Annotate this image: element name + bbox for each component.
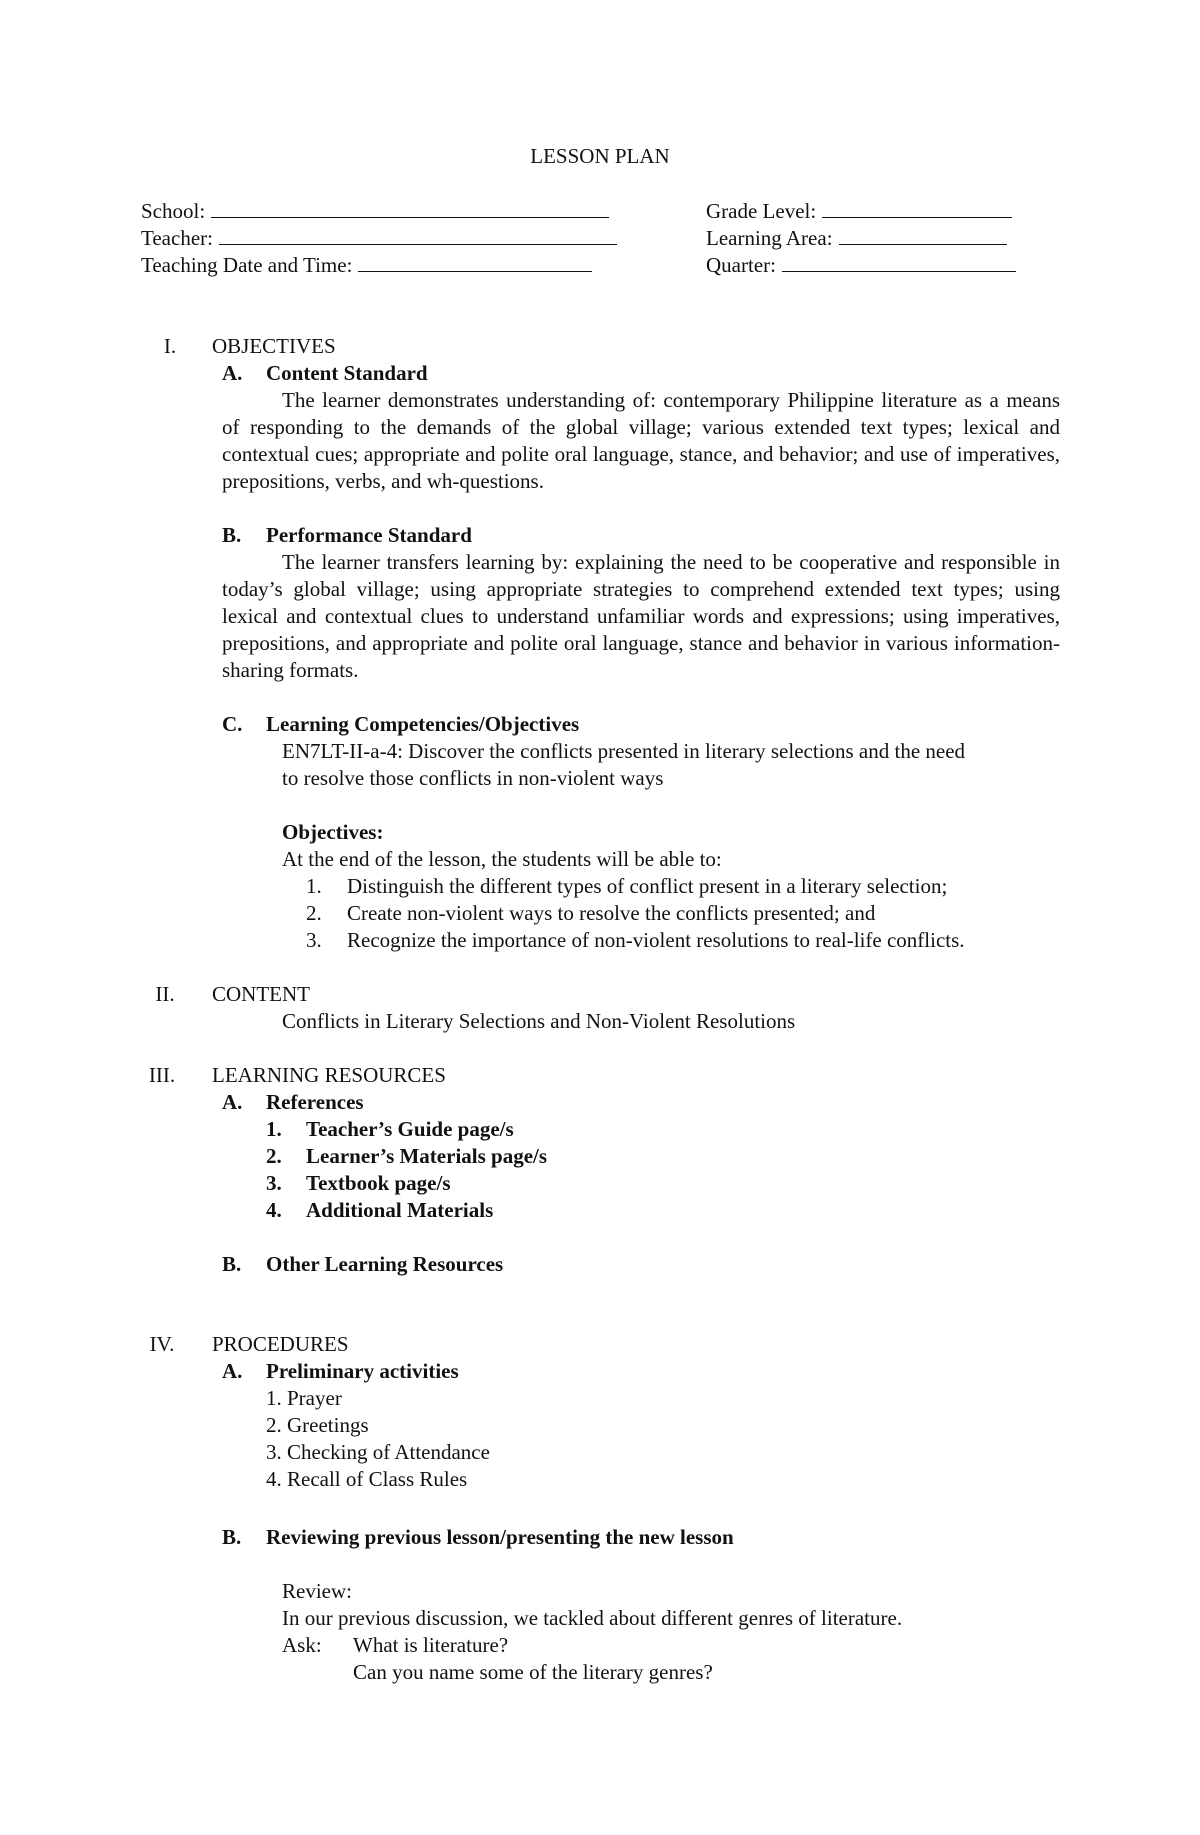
date-time-field xyxy=(141,251,592,279)
objective-2-number: 2. xyxy=(306,901,322,925)
school-label: School: xyxy=(141,199,206,223)
subsection-1c-heading: Learning Competencies/Objectives xyxy=(266,712,580,736)
section-2-heading: CONTENT xyxy=(212,982,310,1006)
objective-1-text: Distinguish the different types of conflict present in a literary selection; xyxy=(347,874,948,898)
objective-1-number: 1. xyxy=(306,874,322,898)
subsection-1b-heading: Performance Standard xyxy=(266,523,472,547)
content-text: Conflicts in Literary Selections and Non-Violent Resolutions xyxy=(282,1009,796,1033)
reference-3-number: 3. xyxy=(266,1171,282,1195)
prelim-item-3: 3. Checking of Attendance xyxy=(266,1440,490,1464)
competency-line-2: to resolve those conflicts in non-violent ways xyxy=(282,766,664,790)
subsection-1a-heading: Content Standard xyxy=(266,361,428,385)
section-3-numeral: III. xyxy=(148,1063,176,1087)
reference-2-text: Learner’s Materials page/s xyxy=(306,1144,548,1168)
prelim-item-2: 2. Greetings xyxy=(266,1413,369,1437)
reference-1-number: 1. xyxy=(266,1117,282,1141)
quarter-blank xyxy=(782,251,1016,272)
review-text: In our previous discussion, we tackled about different genres of literature. xyxy=(282,1606,903,1630)
objective-3-number: 3. xyxy=(306,928,322,952)
teacher-field xyxy=(141,224,617,252)
subsection-4b-letter: B. xyxy=(222,1525,242,1549)
grade-level-field xyxy=(706,197,1012,225)
teacher-label: Teacher: xyxy=(141,226,213,250)
reference-4-number: 4. xyxy=(266,1198,282,1222)
section-1-numeral: I. xyxy=(163,334,177,358)
page-title: LESSON PLAN xyxy=(530,144,670,168)
grade-level-label: Grade Level: xyxy=(706,199,817,223)
section-4-heading: PROCEDURES xyxy=(212,1332,349,1356)
ask-label: Ask: xyxy=(282,1633,322,1657)
subsection-1b-letter: B. xyxy=(222,523,242,547)
quarter-field xyxy=(706,251,1016,279)
reference-4-text: Additional Materials xyxy=(306,1198,494,1222)
ask-question-2: Can you name some of the literary genres? xyxy=(353,1660,713,1684)
subsection-4a-letter: A. xyxy=(222,1359,243,1383)
school-field xyxy=(141,197,609,225)
prelim-item-4: 4. Recall of Class Rules xyxy=(266,1467,468,1491)
subsection-3b-heading: Other Learning Resources xyxy=(266,1252,504,1276)
subsection-4a-heading: Preliminary activities xyxy=(266,1359,459,1383)
ask-question-1: What is literature? xyxy=(353,1633,509,1657)
subsection-3a-letter: A. xyxy=(222,1090,243,1114)
subsection-3a-heading: References xyxy=(266,1090,364,1114)
learning-area-label: Learning Area: xyxy=(706,226,833,250)
objectives-heading: Objectives: xyxy=(282,820,384,844)
content-standard-text: The learner demonstrates understanding of: contemporary Philippine literature as a means of responding to the demands of the global village; various extended text types; lexical and contextual cues; appropriate and polite oral language, stance, and behavior; and use of imperatives, prepositions, verbs, and wh-questions. xyxy=(222,388,1060,493)
subsection-1c-letter: C. xyxy=(222,712,243,736)
date-time-label: Teaching Date and Time: xyxy=(141,253,353,277)
section-2-numeral: II. xyxy=(155,982,175,1006)
objective-3-text: Recognize the importance of non-violent resolutions to real-life conflicts. xyxy=(347,928,965,952)
teacher-blank xyxy=(219,224,617,245)
subsection-3b-letter: B. xyxy=(222,1252,242,1276)
grade-level-blank xyxy=(822,197,1012,218)
section-1-heading: OBJECTIVES xyxy=(212,334,336,358)
subsection-1a-letter: A. xyxy=(222,361,243,385)
prelim-item-1: 1. Prayer xyxy=(266,1386,342,1410)
reference-3-text: Textbook page/s xyxy=(306,1171,451,1195)
objective-2-text: Create non-violent ways to resolve the conflicts presented; and xyxy=(347,901,876,925)
date-time-blank xyxy=(358,251,592,272)
learning-area-blank xyxy=(839,224,1007,245)
section-4-numeral: IV. xyxy=(149,1332,175,1356)
learning-area-field xyxy=(706,224,1007,252)
reference-2-number: 2. xyxy=(266,1144,282,1168)
competency-line-1: EN7LT-II-a-4: Discover the conflicts presented in literary selections and the need xyxy=(282,739,966,763)
objectives-intro: At the end of the lesson, the students will be able to: xyxy=(282,847,722,871)
performance-standard-text: The learner transfers learning by: explaining the need to be cooperative and responsible in today’s global village; using appropriate strategies to comprehend extended text types; using lexical and contextual clues to understand unfamiliar words and expressions; using imperatives, prepositions, and appropriate and polite oral language, stance and behavior in various information-sharing formats. xyxy=(222,550,1060,682)
section-3-heading: LEARNING RESOURCES xyxy=(212,1063,446,1087)
reference-1-text: Teacher’s Guide page/s xyxy=(306,1117,514,1141)
school-blank xyxy=(211,197,609,218)
subsection-4b-heading: Reviewing previous lesson/presenting the new lesson xyxy=(266,1525,734,1549)
review-label: Review: xyxy=(282,1579,352,1603)
quarter-label: Quarter: xyxy=(706,253,776,277)
